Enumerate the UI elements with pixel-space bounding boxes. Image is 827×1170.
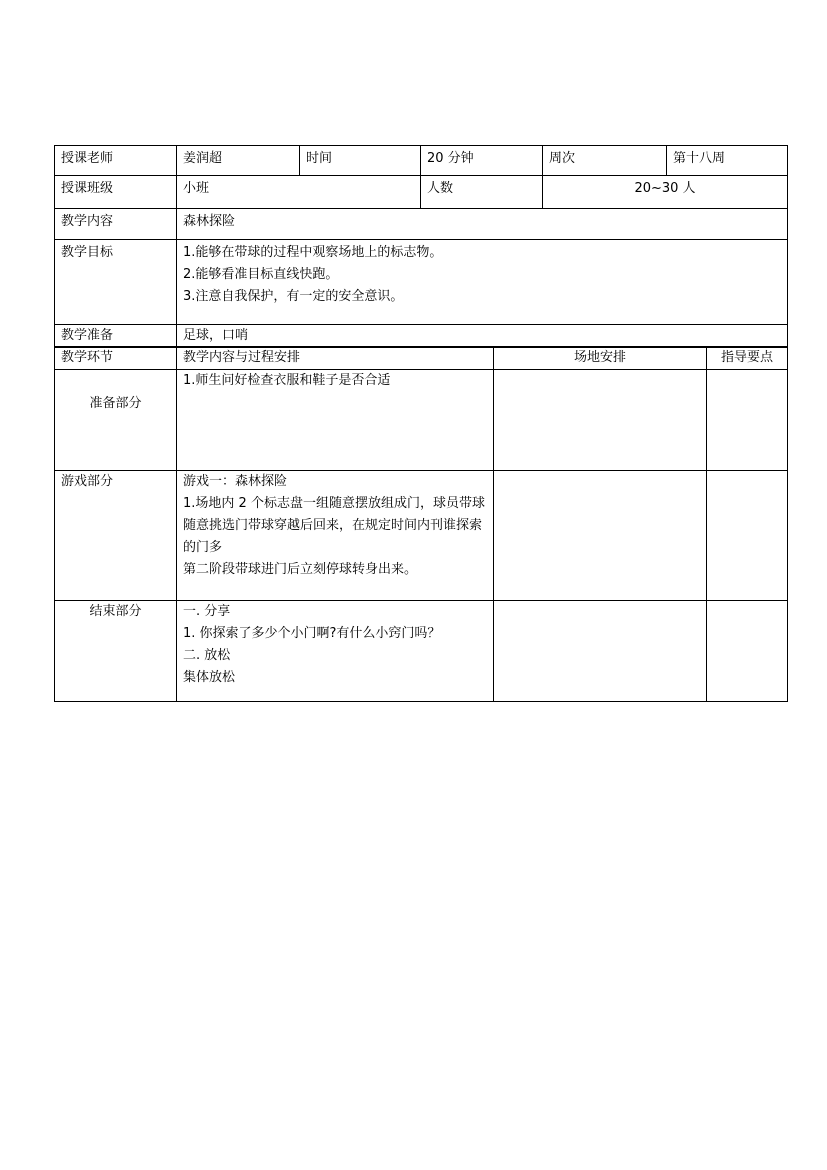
prep-value: 足球，口哨: [177, 325, 788, 348]
venue-header: 场地安排: [494, 347, 707, 370]
info-row-teacher: [55, 146, 788, 176]
count-label: 人数: [421, 176, 543, 209]
content-label: 教学内容: [55, 209, 177, 240]
class-label: 授课班级: [55, 176, 177, 209]
plan-row-game: [55, 471, 788, 601]
goals-list: [177, 240, 788, 325]
content-line: 一. 分享: [183, 604, 231, 619]
time-value: 20 分钟: [421, 146, 543, 176]
content-line: 二. 放松: [183, 648, 231, 663]
content-line: 1. 你探索了多少个小门啊?有什么小窍门吗？: [183, 626, 441, 641]
week-label: 周次: [543, 146, 667, 176]
plan-row-prep: [55, 370, 788, 471]
points-header: 指导要点: [707, 347, 788, 370]
venue-cell: [494, 601, 707, 702]
stage-cell: 结束部分: [55, 601, 177, 702]
info-row-class: [55, 176, 788, 209]
content-value: 森林探险: [177, 209, 788, 240]
content-line: 1.场地内 2 个标志盘一组随意摆放组成门，球员带球随意挑选门带球穿越后回来，在规定时间内刊谁探索的门多: [183, 496, 485, 555]
content-line: 1.师生问好检查衣服和鞋子是否合适: [183, 373, 391, 388]
plan-row-end: [55, 601, 788, 702]
prep-label: 教学准备: [55, 325, 177, 348]
plan-header-row: [55, 347, 788, 370]
goals-label: 教学目标: [55, 240, 177, 325]
info-row-goals: [55, 240, 788, 325]
info-row-prep: [55, 325, 788, 348]
content-line: 游戏一：森林探险: [183, 474, 288, 489]
time-label: 时间: [300, 146, 421, 176]
class-value: 小班: [177, 176, 421, 209]
stage-cell: 游戏部分: [55, 471, 177, 601]
stage-cell: 准备部分: [55, 370, 177, 471]
venue-cell: [494, 370, 707, 471]
points-cell: [707, 601, 788, 702]
stage-header: 教学环节: [55, 347, 177, 370]
venue-cell: [494, 471, 707, 601]
info-row-content: [55, 209, 788, 240]
content-cell: [177, 471, 494, 601]
goal-item: 1.能够在带球的过程中观察场地上的标志物。: [183, 245, 443, 260]
content-cell: [177, 370, 494, 471]
content-line: 第二阶段带球进门后立刻停球转身出来。: [183, 562, 418, 577]
count-value: 20~30 人: [543, 176, 788, 209]
content-line: 集体放松: [183, 670, 236, 685]
content-header: 教学内容与过程安排: [177, 347, 494, 370]
week-value: 第十八周: [667, 146, 788, 176]
teacher-label: 授课老师: [55, 146, 177, 176]
goal-item: 2.能够看准目标直线快跑。: [183, 267, 339, 282]
lesson-info-table: [54, 145, 788, 348]
teacher-value: 姜润超: [177, 146, 300, 176]
points-cell: [707, 370, 788, 471]
content-cell: [177, 601, 494, 702]
points-cell: [707, 471, 788, 601]
lesson-plan-table: [54, 346, 788, 702]
goal-item: 3.注意自我保护，有一定的安全意识。: [183, 289, 404, 304]
